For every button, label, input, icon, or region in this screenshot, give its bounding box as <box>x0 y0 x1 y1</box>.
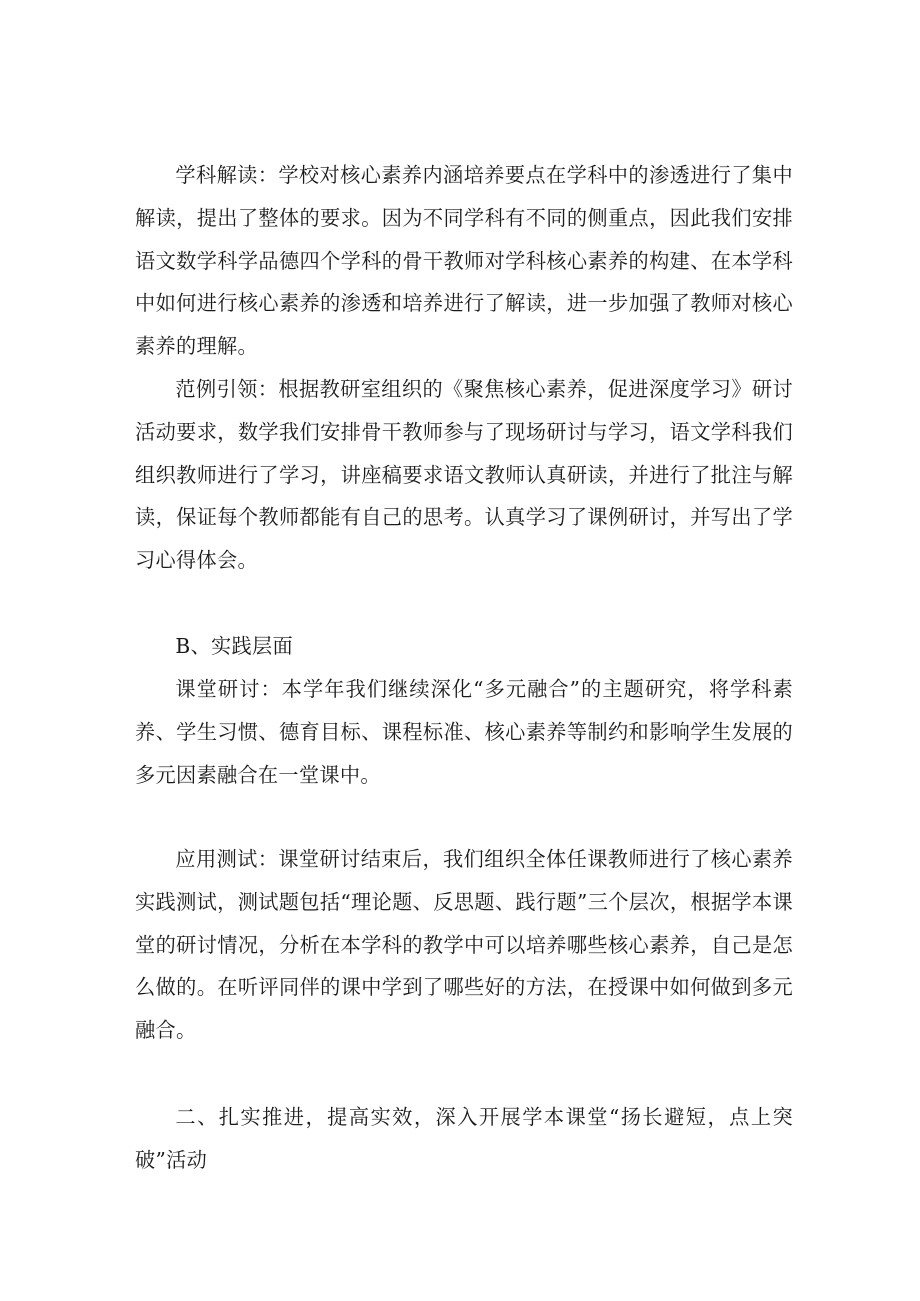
paragraph-example-guidance: 范例引领：根据教研室组织的《聚焦核心素养，促进深度学习》研讨活动要求，数学我们安排骨干教师参与了现场研讨与学习，语文学科我们组织教师进行了学习，讲座稿要求语文教师认真研读，并进行了批注与解读，保证每个教师都能有自己的思考。认真学习了课例研讨，并写出了学习心得体会。 <box>135 377 793 573</box>
section-heading-two: 二、扎实推进，提高实效，深入开展学本课堂“扬长避短，点上突破”活动 <box>135 1105 793 1172</box>
section-heading-practice-level: B、实践层面 <box>175 634 293 658</box>
paragraph-application-test: 应用测试：课堂研讨结束后，我们组织全体任课教师进行了核心素养实践测试，测试题包括“理论题、反思题、践行题”三个层次，根据学本课堂的研讨情况，分析在本学科的教学中可以培养哪些核心素养，自己是怎么做的。在听评同伴的课中学到了哪些好的方法，在授课中如何做到多元融合。 <box>135 847 793 1043</box>
paragraph-subject-interpretation: 学科解读：学校对核心素养内涵培养要点在学科中的渗透进行了集中解读，提出了整体的要求。因为不同学科有不同的侧重点，因此我们安排语文数学科学品德四个学科的骨干教师对学科核心素养的构建、在本学科中如何进行核心素养的渗透和培养进行了解读，进一步加强了教师对核心素养的理解。 <box>135 163 793 359</box>
paragraph-classroom-research: 课堂研讨：本学年我们继续深化“多元融合”的主题研究，将学科素养、学生习惯、德育目标、课程标准、核心素养等制约和影响学生发展的多元因素融合在一堂课中。 <box>135 677 793 787</box>
